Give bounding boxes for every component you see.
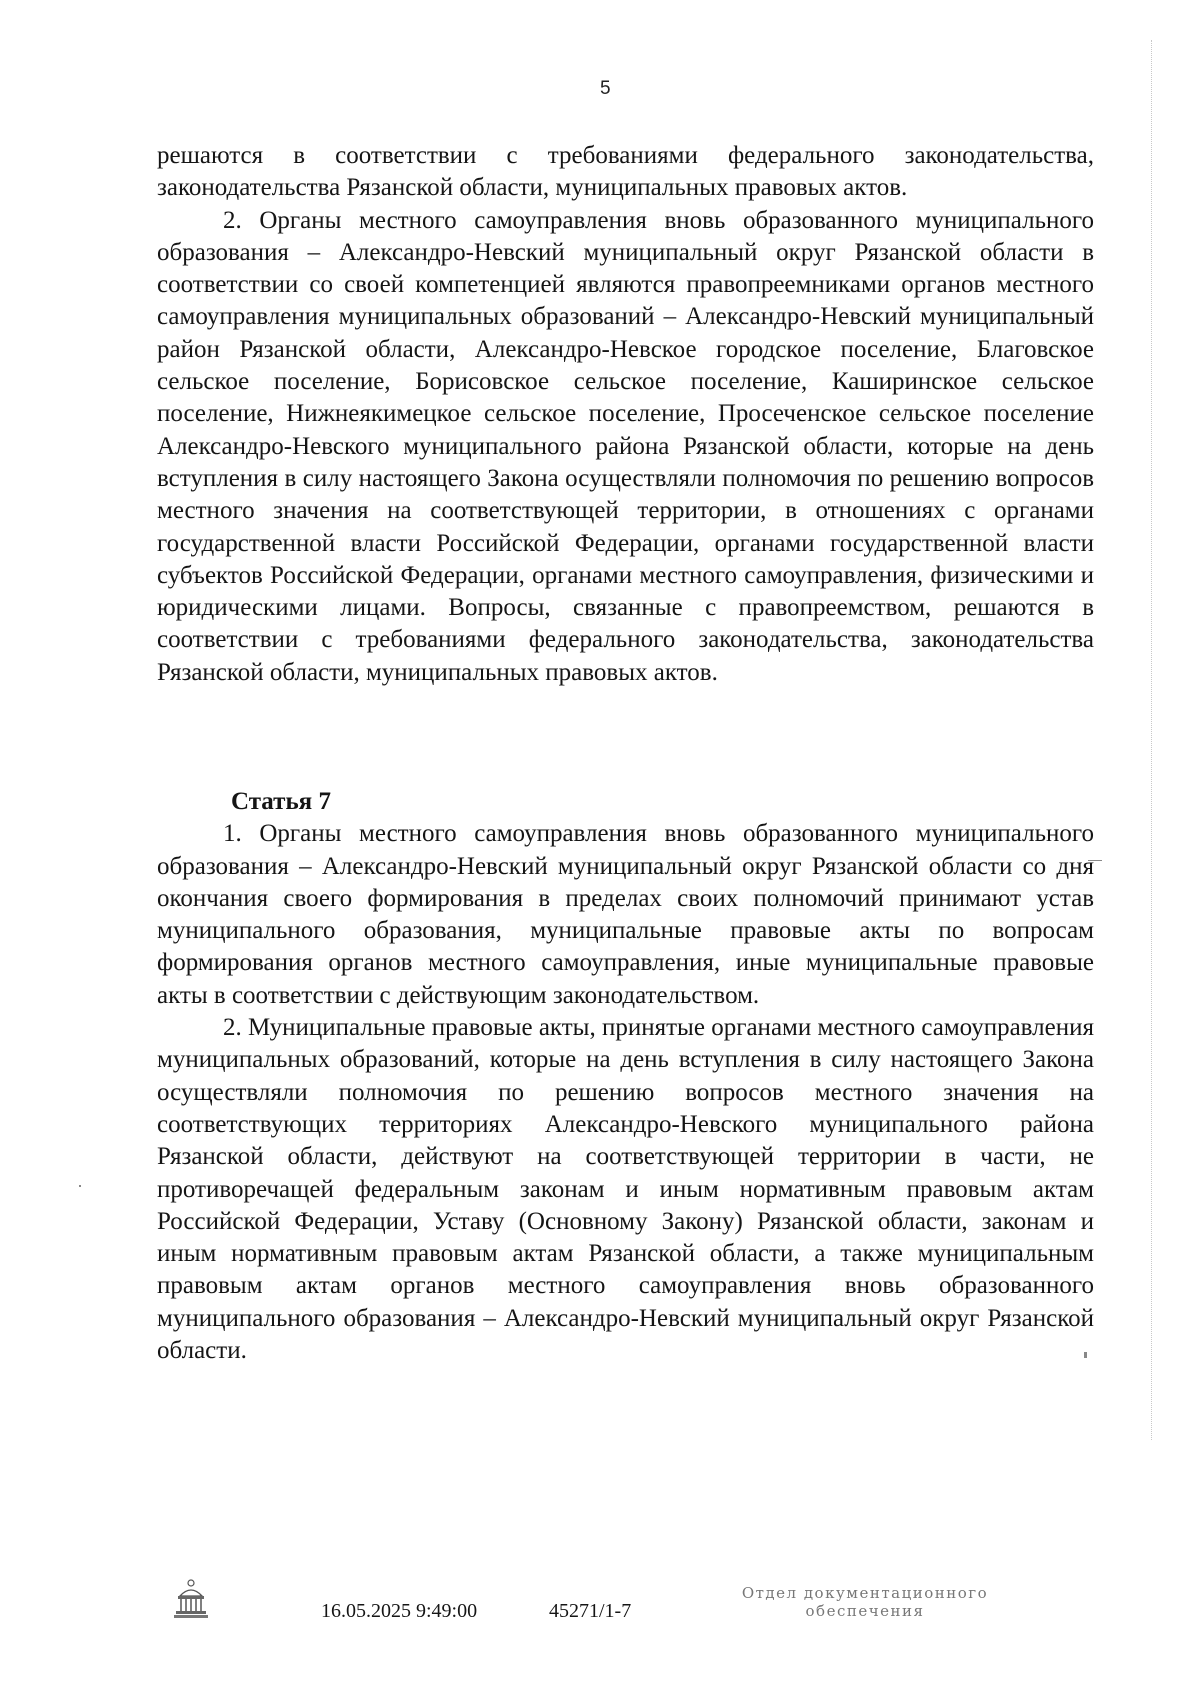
department-stamp bbox=[700, 1584, 1030, 1620]
paragraph-continuation: решаются в соответствии с требованиями федерального законодательства, законодательства Рязанской области, муниципальных правовых актов. bbox=[157, 142, 1094, 202]
body-text-block-1 bbox=[157, 140, 1094, 689]
footer-registration-number: 45271/1-7 bbox=[549, 1600, 632, 1622]
stamp-line-1: Отдел документационного bbox=[741, 1584, 989, 1602]
article-7-paragraph-1: 1. Органы местного самоуправления вновь образованного муниципального образования – Александро-Невский муниципальный округ Рязанской области со дня окончания своего формирования в пределах своих полномочий принимают устав муниципального образования, муниципальные правовые акты по вопросам формирования органов местного самоуправления, иные муниципальные правовые акты в соответствии с действующим законодательством. bbox=[157, 820, 1094, 1009]
document-footer bbox=[0, 1578, 1200, 1658]
footer-date: 16.05.2025 9:49:00 bbox=[321, 1600, 478, 1622]
scan-margin-line bbox=[1151, 40, 1152, 1440]
stamp-line-2: обеспечения bbox=[805, 1602, 925, 1620]
page-number: 5 bbox=[600, 78, 611, 99]
article-7-title: Статья 7 bbox=[231, 788, 331, 815]
scan-mark bbox=[79, 1185, 81, 1187]
paragraph-2: 2. Органы местного самоуправления вновь образованного муниципального образования – Александро-Невский муниципальный округ Рязанской области в соответствии со своей компетенцией являются правопреемниками органов местного самоуправления муниципальных образований – Александро-Невский муниципальный район Рязанской области, Александро-Невское городское поселение, Благовское сельское поселение, Борисовское сельское поселение, Каширинское сельское поселение, Нижнеякимецкое сельское поселение, Просеченское сельское поселение Александро-Невского муниципального района Рязанской области, которые на день вступления в силу настоящего Закона осуществляли полномочия по решению вопросов местного значения на соответствующей территории, в отношениях с органами государственной власти Российской Федерации, органами государственной власти субъектов Российской Федерации, органами местного самоуправления, физическими и юридическими лицами. Вопросы, связанные с правопреемством, решаются в соответствии с требованиями федерального законодательства, законодательства Рязанской области, муниципальных правовых актов. bbox=[157, 206, 1094, 686]
article-7-paragraph-2: 2. Муниципальные правовые акты, принятые органами местного самоуправления муниципальных образований, которые на день вступления в силу настоящего Закона осуществляли полномочия по решению вопросов местного значения на соответствующих территориях Александро-Невского муниципального района Рязанской области, действуют на соответствующей территории в части, не противоречащей федеральным законам и иным нормативным правовым актам Российской Федерации, Уставу (Основному Закону) Рязанской области, законам и иным нормативным правовым актам Рязанской области, а также муниципальным правовым актам органов местного самоуправления вновь образованного муниципального образования – Александро-Невский муниципальный округ Рязанской области. bbox=[157, 1014, 1094, 1365]
article-7-section bbox=[157, 786, 1094, 1367]
duma-building-emblem-icon bbox=[172, 1578, 210, 1622]
